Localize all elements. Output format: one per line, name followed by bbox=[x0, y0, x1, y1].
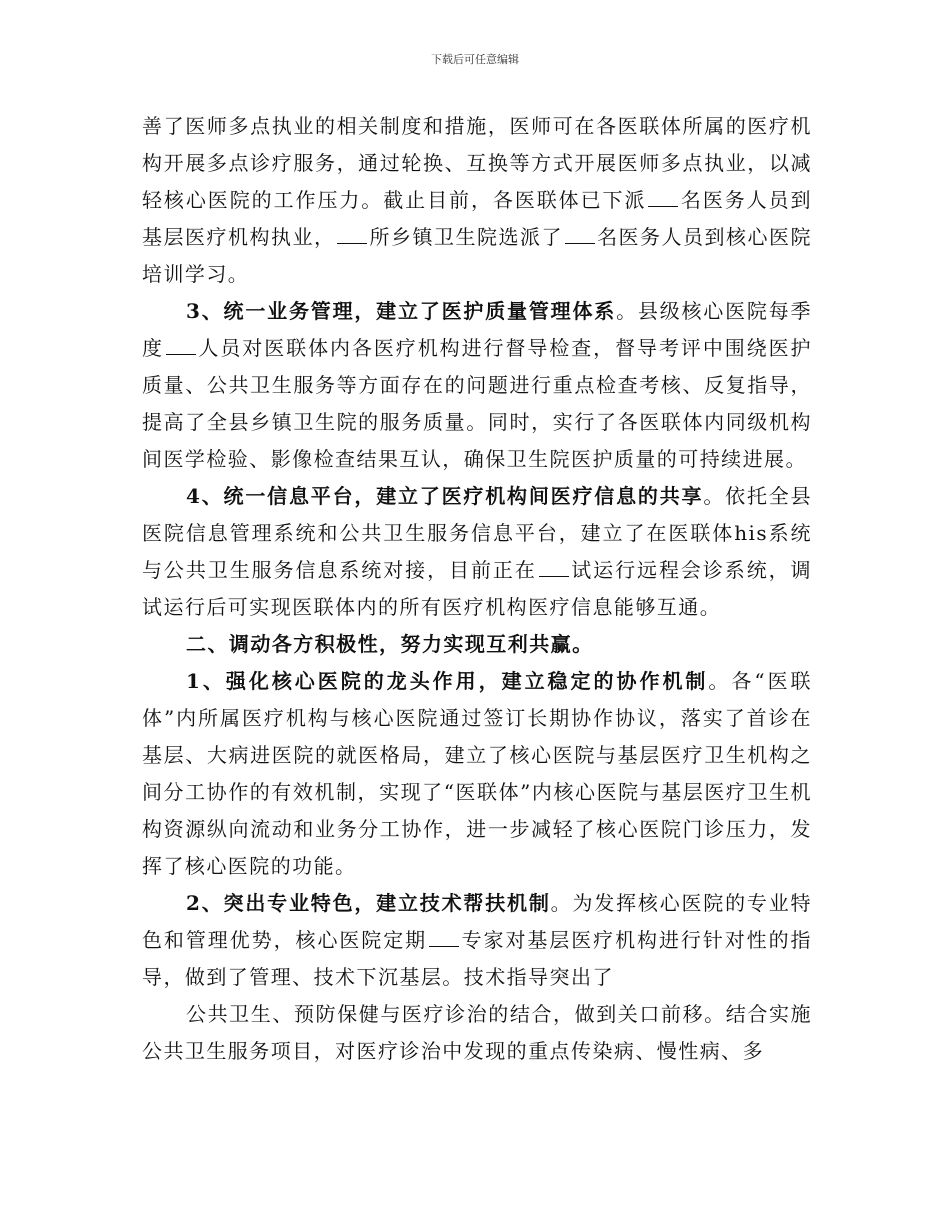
paragraph-business-management bbox=[142, 293, 812, 478]
document-body bbox=[142, 108, 812, 1070]
paragraph-text: 试运行远程会诊系统，调试运行后可实现医联体内的所有医疗机构医疗信息能够互通。 bbox=[142, 558, 813, 619]
paragraph-heading: 1、强化核心医院的龙头作用，建立稳定的协作机制 bbox=[186, 669, 709, 693]
fill-blank bbox=[429, 928, 459, 947]
paragraph-heading: 2、突出专业特色，建立技术帮扶机制 bbox=[186, 891, 551, 915]
paragraph-text: 专家对基层医疗机构进行针对性的指导，做到了管理、技术下沉基层。技术指导突出了 bbox=[142, 928, 812, 989]
paragraph-text: 。县级核心医院每季度 bbox=[142, 299, 812, 360]
paragraph-text: 。为发挥核心医院的专业特色和管理优势，核心医院定期 bbox=[142, 891, 812, 952]
fill-blank bbox=[648, 188, 678, 207]
page-header: 下载后可任意编辑 bbox=[431, 53, 519, 66]
paragraph-doctor-multi-site bbox=[142, 108, 812, 293]
paragraph-public-health bbox=[142, 996, 812, 1070]
section-heading-mutual-benefit bbox=[142, 626, 812, 663]
paragraph-heading: 3、统一业务管理，建立了医护质量管理体系 bbox=[186, 299, 617, 323]
paragraph-text: 名医务人员到核心医院培训学习。 bbox=[142, 225, 812, 286]
paragraph-text: 善了医师多点执业的相关制度和措施，医师可在各医联体所属的医疗机构开展多点诊疗服务，通过轮换、互换等方式开展医师多点执业，以减轻核心医院的工作压力。截止目前，各医联体已下派 bbox=[142, 114, 812, 212]
paragraph-text: 人员对医联体内各医疗机构进行督导检查，督导考评中围绕医护质量、公共卫生服务等方面存在的问题进行重点检查考核、反复指导，提高了全县乡镇卫生院的服务质量。同时，实行了各医联体内同级机构间医学检验、影像检查结果互认，确保卫生院医护质量的可持续进展。 bbox=[142, 336, 812, 471]
fill-blank bbox=[337, 225, 367, 244]
fill-blank bbox=[166, 336, 196, 355]
paragraph-text: 公共卫生、预防保健与医疗诊治的结合，做到关口前移。结合实施公共卫生服务项目，对医疗诊治中发现的重点传染病、慢性病、多 bbox=[142, 1002, 812, 1063]
paragraph-information-platform bbox=[142, 478, 812, 626]
section-heading: 二、调动各方积极性，努力实现互利共赢。 bbox=[186, 632, 594, 656]
paragraph-text: 所乡镇卫生院选派了 bbox=[369, 225, 564, 249]
paragraph-heading: 4、统一信息平台，建立了医疗机构间医疗信息的共享 bbox=[186, 484, 704, 508]
paragraph-text: 。依托全县医院信息管理系统和公共卫生服务信息平台，建立了在医联体his系统与公共卫生服务信息系统对接，目前正在 bbox=[142, 484, 813, 582]
paragraph-text: 名医务人员到基层医疗机构执业， bbox=[142, 188, 812, 249]
fill-blank bbox=[565, 225, 595, 244]
paragraph-core-hospital-role bbox=[142, 663, 812, 885]
fill-blank bbox=[539, 558, 569, 577]
paragraph-text: 。各“医联体”内所属医疗机构与核心医院通过签订长期协作协议，落实了首诊在基层、大病进医院的就医格局，建立了核心医院与基层医疗卫生机构之间分工协作的有效机制，实现了“医联体”内核心医院与基层医疗卫生机构资源纵向流动和业务分工协作，进一步减轻了核心医院门诊压力，发挥了核心医院的功能。 bbox=[142, 669, 812, 878]
paragraph-technical-support bbox=[142, 885, 812, 996]
